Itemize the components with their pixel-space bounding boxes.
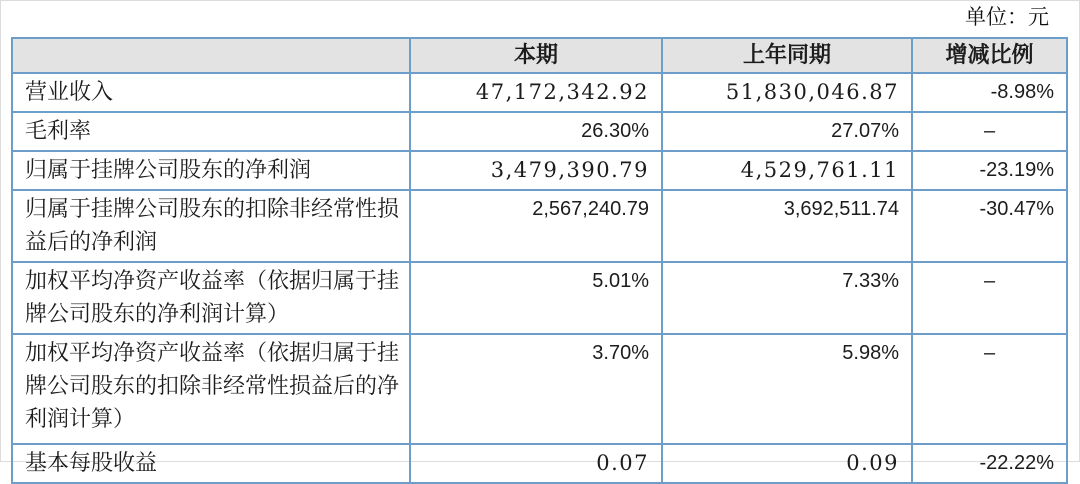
row-label: 归属于挂牌公司股东的净利润 bbox=[12, 151, 410, 190]
prior-period-value: 0.09 bbox=[662, 444, 912, 483]
change-ratio-value: – bbox=[912, 262, 1067, 334]
unit-label: 单位：元 bbox=[965, 5, 1049, 29]
current-period-value: 26.30% bbox=[410, 112, 662, 151]
financial-summary-table bbox=[11, 37, 1068, 484]
table-row bbox=[12, 190, 1067, 262]
table-body bbox=[12, 73, 1067, 483]
current-period-value: 47,172,342.92 bbox=[410, 73, 662, 112]
current-period-value: 3.70% bbox=[410, 334, 662, 444]
row-label: 毛利率 bbox=[12, 112, 410, 151]
table-header bbox=[12, 38, 1067, 73]
prior-period-value: 4,529,761.11 bbox=[662, 151, 912, 190]
prior-period-value: 7.33% bbox=[662, 262, 912, 334]
row-label: 基本每股收益 bbox=[12, 444, 410, 483]
current-period-value: 3,479,390.79 bbox=[410, 151, 662, 190]
prior-period-value: 51,830,046.87 bbox=[662, 73, 912, 112]
header-current-period: 本期 bbox=[410, 38, 662, 73]
change-ratio-value: – bbox=[912, 334, 1067, 444]
table-row bbox=[12, 112, 1067, 151]
table-row bbox=[12, 73, 1067, 112]
current-period-value: 0.07 bbox=[410, 444, 662, 483]
table-row bbox=[12, 334, 1067, 444]
row-label: 加权平均净资产收益率（依据归属于挂牌公司股东的净利润计算） bbox=[12, 262, 410, 334]
table-row bbox=[12, 151, 1067, 190]
header-item-column bbox=[12, 38, 410, 73]
change-ratio-value: -23.19% bbox=[912, 151, 1067, 190]
header-row bbox=[12, 38, 1067, 73]
current-period-value: 2,567,240.79 bbox=[410, 190, 662, 262]
prior-period-value: 5.98% bbox=[662, 334, 912, 444]
change-ratio-value: -30.47% bbox=[912, 190, 1067, 262]
prior-period-value: 27.07% bbox=[662, 112, 912, 151]
table-row bbox=[12, 262, 1067, 334]
change-ratio-value: -8.98% bbox=[912, 73, 1067, 112]
prior-period-value: 3,692,511.74 bbox=[662, 190, 912, 262]
row-label: 归属于挂牌公司股东的扣除非经常性损益后的净利润 bbox=[12, 190, 410, 262]
current-period-value: 5.01% bbox=[410, 262, 662, 334]
change-ratio-value: – bbox=[912, 112, 1067, 151]
change-ratio-value: -22.22% bbox=[912, 444, 1067, 483]
table-row bbox=[12, 444, 1067, 483]
header-prior-period: 上年同期 bbox=[662, 38, 912, 73]
row-label: 营业收入 bbox=[12, 73, 410, 112]
row-label: 加权平均净资产收益率（依据归属于挂牌公司股东的扣除非经常性损益后的净利润计算） bbox=[12, 334, 410, 444]
header-change-ratio: 增减比例 bbox=[912, 38, 1067, 73]
